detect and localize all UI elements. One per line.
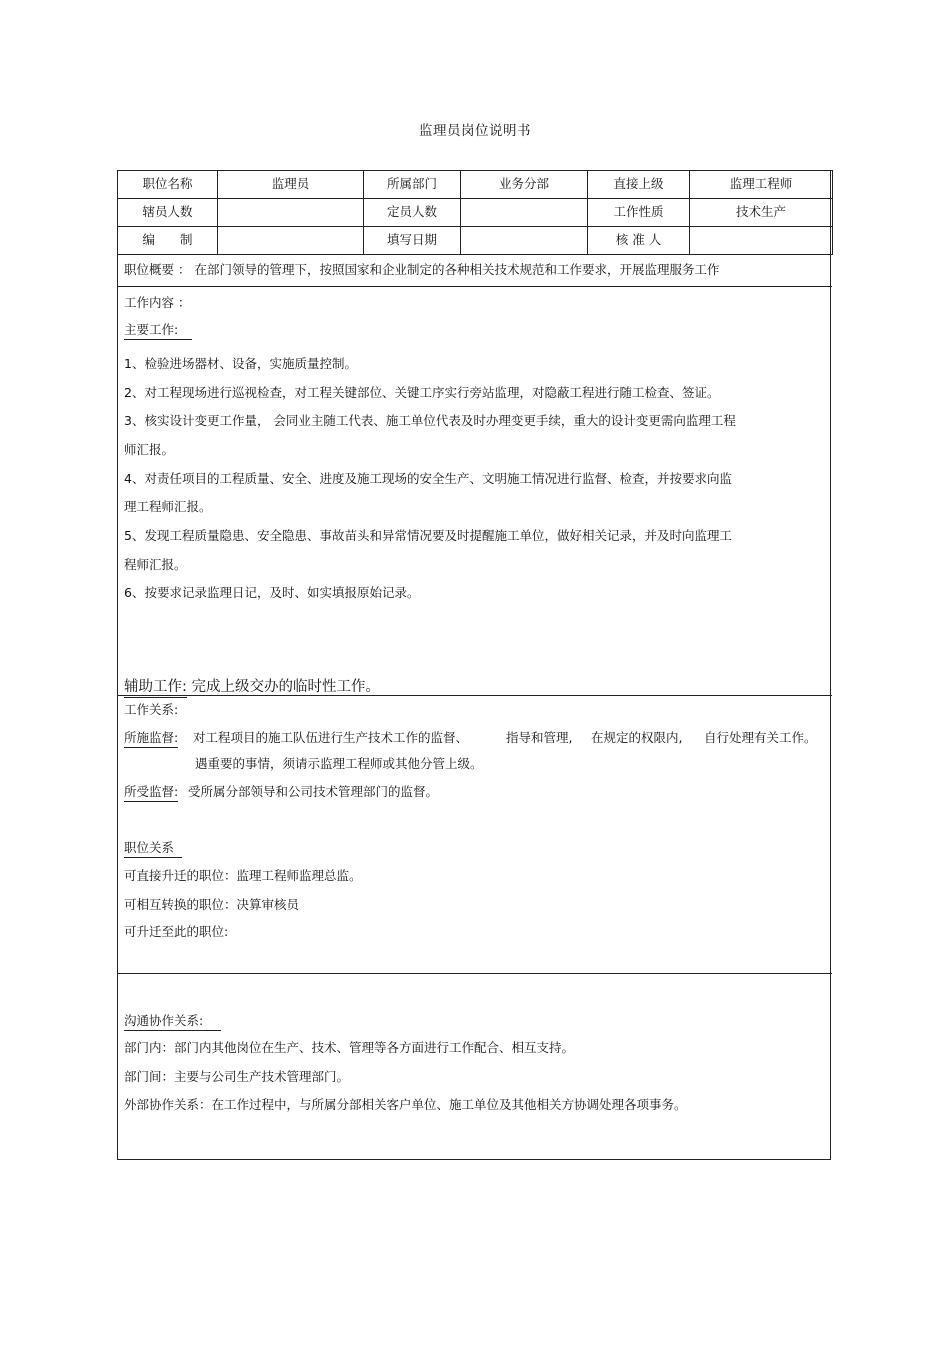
supervise-text: 对工程项目的施工队伍进行生产技术工作的监督、 <box>193 730 469 745</box>
table-cell: 定员人数 <box>364 199 461 227</box>
table-cell <box>218 199 364 227</box>
aux-work <box>124 675 380 696</box>
table-cell <box>218 227 364 255</box>
list-item: 2、对工程现场进行巡视检查，对工程关键部位、关键工序实行旁站监理，对隐蔽工程进行随工检查、签证。 <box>124 385 720 400</box>
list-item: 4、对责任项目的工程质量、安全、进度及施工现场的安全生产、文明施工情况进行监督、检查，并按要求向监 <box>124 471 732 486</box>
table-cell: 填写日期 <box>364 227 461 255</box>
work-content-label: 工作内容 ： <box>124 295 191 310</box>
section-divider <box>117 695 832 696</box>
supervise-text: 遇重要的事情，须请示监理工程师或其他分管上级。 <box>195 756 483 771</box>
list-item: 6、按要求记录监理日记，及时、如实填报原始记录。 <box>124 585 420 600</box>
supervised-label-wrap <box>124 782 178 800</box>
comm-label-wrap <box>124 1011 221 1029</box>
promote-position: 可直接升迁的职位：监理工程师监理总监。 <box>124 868 362 883</box>
aux-work-label: 辅助工作: <box>124 679 187 698</box>
table-cell: 所属部门 <box>364 171 461 199</box>
list-item: 5、发现工程质量隐患、安全隐患、事故苗头和异常情况要及时提醒施工单位，做好相关记录，并及时向监理工 <box>124 528 732 543</box>
table-cell: 核 准 人 <box>588 227 690 255</box>
table-cell: 监理工程师 <box>690 171 833 199</box>
position-rel-label: 职位关系 <box>124 840 182 858</box>
supervise-label: 所施监督: <box>124 730 178 748</box>
table-row <box>118 227 833 255</box>
main-work-label-text: 主要工作: <box>124 322 192 340</box>
from-position: 可升迁至此的职位: <box>124 924 229 939</box>
table-row <box>118 199 833 227</box>
info-table <box>117 170 833 255</box>
list-item: 1、检验进场器材、设备，实施质量控制。 <box>124 356 357 371</box>
supervise-text: 指导和管理, <box>506 730 573 745</box>
table-cell: 编 制 <box>118 227 218 255</box>
comm-inner: 部门内：部门内其他岗位在生产、技术、管理等各方面进行工作配合、相互支持。 <box>124 1040 575 1055</box>
table-cell: 工作性质 <box>588 199 690 227</box>
list-item: 3、核实设计变更工作量， 会同业主随工代表、施工单位代表及时办理变更手续，重大的设计变更需向监理工程 <box>124 413 736 428</box>
supervise-text: 自行处理有关工作。 <box>704 730 817 745</box>
section-divider <box>117 973 832 974</box>
table-row <box>118 171 833 199</box>
list-item: 程师汇报。 <box>124 557 187 572</box>
section-divider <box>117 286 832 287</box>
table-cell <box>461 199 588 227</box>
position-rel-label-wrap <box>124 838 182 856</box>
table-cell <box>690 227 833 255</box>
form-frame <box>117 170 831 1160</box>
table-cell: 技术生产 <box>690 199 833 227</box>
relations-label: 工作关系: <box>124 702 179 717</box>
table-cell: 监理员 <box>218 171 364 199</box>
rotate-position: 可相互转换的职位：决算审核员 <box>124 897 300 912</box>
document-title: 监理员岗位说明书 <box>419 123 531 139</box>
comm-label: 沟通协作关系: <box>124 1013 221 1031</box>
supervised-text: 受所属分部领导和公司技术管理部门的监督。 <box>188 784 439 799</box>
table-cell: 业务分部 <box>461 171 588 199</box>
supervise-text: 在规定的权限内, <box>591 730 683 745</box>
supervised-label: 所受监督: <box>124 784 178 802</box>
list-item: 理工程师汇报。 <box>124 499 212 514</box>
table-cell: 职位名称 <box>118 171 218 199</box>
list-item: 师汇报。 <box>124 442 175 457</box>
table-cell <box>461 227 588 255</box>
table-cell: 直接上级 <box>588 171 690 199</box>
table-cell: 辖员人数 <box>118 199 218 227</box>
supervise-label-wrap <box>124 728 178 746</box>
comm-external: 外部协作关系：在工作过程中，与所属分部相关客户单位、施工单位及其他相关方协调处理各项事务。 <box>124 1097 687 1112</box>
position-overview: 职位概要 ： 在部门领导的管理下，按照国家和企业制定的各种相关技术规范和工作要求，开展监理服务工作 <box>124 262 720 277</box>
main-work-label <box>124 320 192 338</box>
comm-between: 部门间：主要与公司生产技术管理部门。 <box>124 1069 350 1084</box>
aux-work-text: 完成上级交办的临时性工作。 <box>191 679 380 695</box>
